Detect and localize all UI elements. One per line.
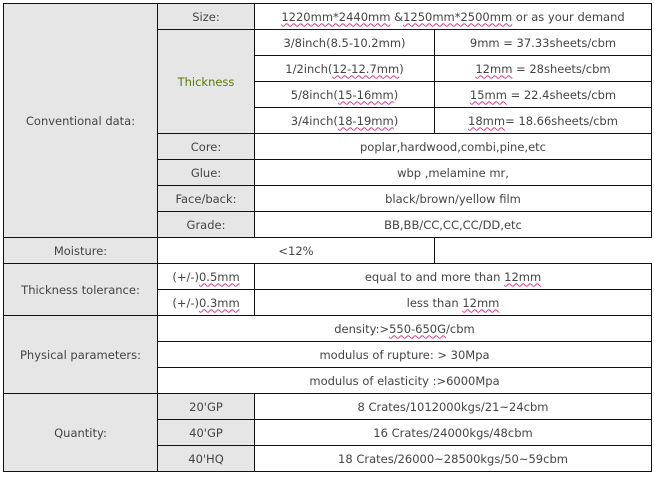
spec-table-wrapper (3, 3, 652, 472)
size-part-3: 1250mm*2500mm (403, 9, 513, 24)
density-range: 550-650G (389, 321, 447, 336)
table-row-moisture (4, 238, 652, 264)
core-label: Core: (158, 134, 255, 160)
physical-density (158, 316, 652, 342)
thickness-mm: 15mm (469, 87, 507, 102)
moisture-label: Moisture: (4, 238, 158, 264)
thickness-density-cell (435, 56, 652, 82)
glue-value: wbp ,melamine mr, (255, 160, 652, 186)
physical-elasticity: modulus of elasticity :>6000Mpa (158, 368, 652, 394)
glue-label: Glue: (158, 160, 255, 186)
thickness-inch-text: 3/4inch( (290, 113, 338, 128)
tolerance-text: equal to and more than (364, 269, 505, 284)
container-value: 16 Crates/24000kgs/48cbm (255, 420, 652, 446)
section-heading-tolerance: Thickness tolerance: (4, 264, 158, 316)
thickness-inch-cell (255, 108, 435, 134)
size-part-1: 1220mm*2440mm (281, 9, 391, 24)
thickness-inch-close: ) (393, 87, 399, 102)
size-part-2: & (390, 9, 404, 24)
tolerance-value (255, 264, 652, 290)
section-heading-quantity: Quantity: (4, 394, 158, 472)
thickness-inch-cell (255, 82, 435, 108)
table-row-physical (4, 316, 652, 342)
thickness-density-text: = 28sheets/cbm (512, 61, 611, 76)
thickness-mm-range: 18-19mm (337, 113, 394, 128)
thickness-density-text: = 18.66sheets/cbm (505, 113, 618, 128)
thickness-density-text: 9mm = 37.33sheets/cbm (469, 35, 617, 50)
grade-label: Grade: (158, 212, 255, 238)
thickness-density-cell (435, 108, 652, 134)
thickness-inch-text: 5/8inch( (290, 87, 338, 102)
container-label: 20'GP (158, 394, 255, 420)
tolerance-mm: 0.3mm (198, 295, 240, 310)
size-label: Size: (158, 4, 255, 30)
thickness-density-cell (435, 30, 652, 56)
tolerance-mm-value: 12mm (462, 295, 500, 310)
thickness-density-cell (435, 82, 652, 108)
thickness-inch-close: ) (399, 61, 404, 76)
physical-rupture: modulus of rupture: > 30Mpa (158, 342, 652, 368)
container-value: 18 Crates/26000~28500kgs/50~59cbm (255, 446, 652, 472)
tolerance-mm-value: 12mm (504, 269, 542, 284)
tolerance-text: less than (406, 295, 463, 310)
tolerance-sign: (+/-) (172, 269, 199, 284)
core-value: poplar,hardwood,combi,pine,etc (255, 134, 652, 160)
grade-value: BB,BB/CC,CC,CC/DD,etc (255, 212, 652, 238)
thickness-mm: 12mm (475, 61, 513, 76)
tolerance-value (255, 290, 652, 316)
container-value: 8 Crates/1012000kgs/21~24cbm (255, 394, 652, 420)
thickness-mm-range: 12-12.7mm (332, 61, 400, 76)
face-back-value: black/brown/yellow film (255, 186, 652, 212)
tolerance-label (158, 264, 255, 290)
thickness-inch-cell (255, 30, 435, 56)
density-unit: /cbm (446, 321, 475, 336)
container-label: 40'GP (158, 420, 255, 446)
thickness-inch-cell (255, 56, 435, 82)
thickness-density-text: = 22.4sheets/cbm (506, 87, 617, 102)
tolerance-sign: (+/-) (172, 295, 199, 310)
container-label: 40'HQ (158, 446, 255, 472)
thickness-label: Thickness (158, 30, 255, 134)
tolerance-mm: 0.5mm (198, 269, 240, 284)
size-value (255, 4, 652, 30)
table-row-tolerance (4, 264, 652, 290)
thickness-inch-text: 3/8inch(8.5-10.2mm) (283, 35, 406, 50)
thickness-mm-range: 15-16mm (337, 87, 394, 102)
moisture-value: <12% (158, 238, 435, 264)
section-heading-conventional: Conventional data: (4, 4, 158, 238)
tolerance-label (158, 290, 255, 316)
size-part-4: or as your demand (512, 9, 625, 24)
thickness-inch-close: ) (393, 113, 399, 128)
section-heading-physical: Physical parameters: (4, 316, 158, 394)
table-row-quantity (4, 394, 652, 420)
thickness-inch-text: 1/2inch( (285, 61, 333, 76)
product-spec-table (3, 3, 652, 472)
table-row-size (4, 4, 652, 30)
density-text: density:> (334, 321, 390, 336)
face-back-label: Face/back: (158, 186, 255, 212)
thickness-mm: 18mm (468, 113, 506, 128)
